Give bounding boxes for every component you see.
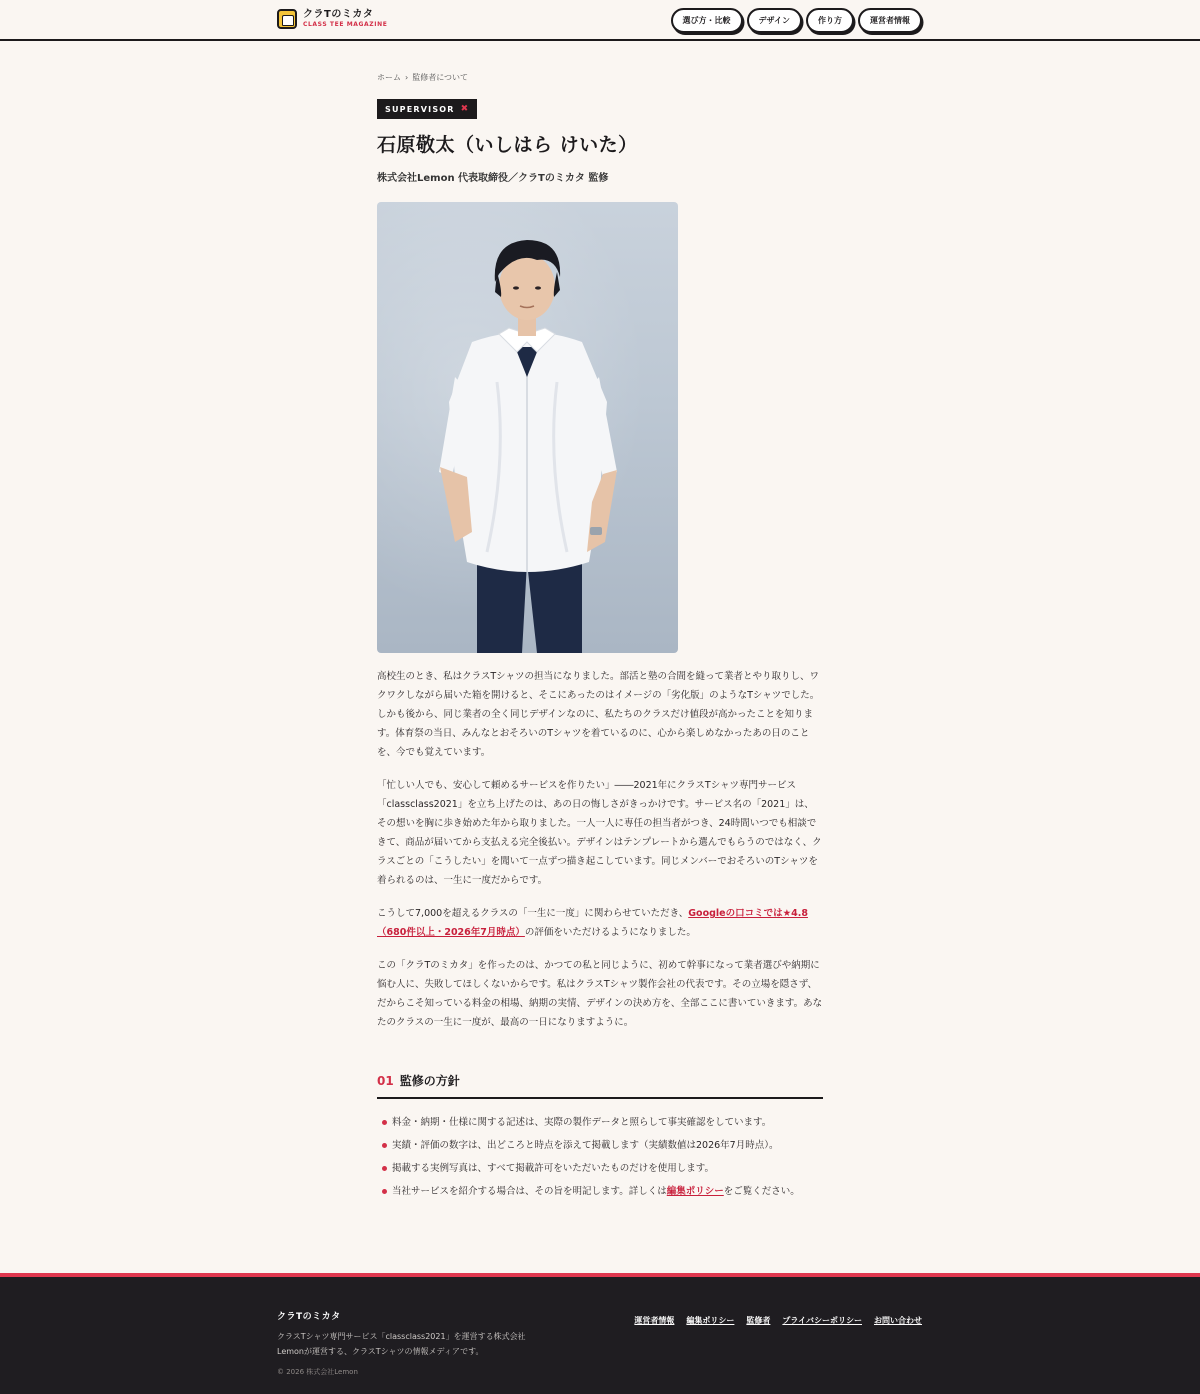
breadcrumb-home[interactable]: ホーム [377,72,401,82]
person-illustration [377,202,678,653]
list-item: 料金・納期・仕様に関する記述は、実際の製作データと照らして事実確認をしています。 [377,1111,823,1134]
nav-design[interactable]: デザイン [747,8,802,33]
footer-link-supervisor[interactable]: 監修者 [746,1316,771,1325]
footer-copyright: © 2026 株式会社Lemon [277,1368,358,1376]
story-paragraph-3 [377,904,823,942]
policy-list [377,1111,823,1203]
policy-section-heading [377,1072,823,1099]
list-item: 掲載する実例写真は、すべて掲載許可をいただいたものだけを使用します。 [377,1157,823,1180]
footer-link-privacy[interactable]: プライバシーポリシー [782,1316,862,1325]
section-number: 01 [377,1074,394,1088]
site-logo[interactable] [277,9,387,29]
logo-text [303,10,387,28]
footer-link-operator[interactable]: 運営者情報 [634,1316,675,1325]
nav-how-to-make[interactable]: 作り方 [806,8,854,33]
supervisor-badge [377,99,477,119]
footer-link-editorial-policy[interactable]: 編集ポリシー [686,1316,735,1325]
list-text-before: 当社サービスを紹介する場合は、その旨を明記します。詳しくは [392,1186,667,1197]
t-shirt-icon [277,9,297,29]
p3-text-before: こうして7,000を超えるクラスの「一生に一度」に関わらせていただき、 [377,908,689,919]
list-item [377,1180,823,1203]
logo-title: クラTのミカタ [303,9,374,20]
site-header [0,0,1200,41]
story-paragraph-4: この「クラTのミカタ」を作ったのは、かつての私と同じように、初めて幹事になって業者選びや納期に悩む人に、失敗してほしくないからです。私はクラスTシャツ製作会社の代表です。その立場を隠さず、だからこそ知っている料金の相場、納期の実情、デザインの決め方を、全部ここに書いていきます。あなたのクラスの一生に一度が、最高の一日になりますように。 [377,960,823,1028]
footer-nav [634,1315,922,1326]
breadcrumb [377,70,823,84]
footer-logo[interactable]: クラTのミカタ [277,1312,341,1322]
list-text-after: をご覧ください。 [723,1186,800,1197]
site-footer [0,1273,1200,1394]
logo-subtitle: CLASS TEE MAGAZINE [303,21,388,28]
footer-description: クラスTシャツ専門サービス「classclass2021」を運営する株式会社Lemonが運営する、クラスTシャツの情報メディアです。 [277,1332,526,1356]
main-nav [671,8,922,33]
story-paragraph-1: 高校生のとき、私はクラスTシャツの担当になりました。部活と塾の合間を縫って業者とやり取りし、ワクワクしながら届いた箱を開けると、そこにあったのはイメージの「劣化版」のようなTシャツでした。しかも後から、同じ業者の全く同じデザインなのに、私たちのクラスだけ値段が高かったことを知ります。体育祭の当日、みんなとおそろいのTシャツを着ているのに、心から楽しめなかったあの日のことを、今でも覚えています。 [377,671,820,758]
section-title: 監修の方針 [399,1074,460,1088]
breadcrumb-separator: › [405,72,409,82]
footer-link-contact[interactable]: お問い合わせ [874,1316,922,1325]
list-item: 実績・評価の数字は、出どころと時点を添えて掲載します（実績数値は2026年7月時点）。 [377,1134,823,1157]
editorial-policy-link[interactable]: 編集ポリシー [666,1186,724,1197]
google-reviews-link[interactable]: Googleの口コミでは★4.8（680件以上・2026年7月時点） [377,908,808,938]
supervisor-role: 株式会社Lemon 代表取締役／クラTのミカタ 監修 [377,173,609,184]
badge-label: SUPERVISOR [385,104,455,114]
main-content [377,70,823,1203]
nav-choose-compare[interactable]: 選び方・比較 [671,8,743,33]
breadcrumb-current: 監修者について [412,72,469,82]
story-paragraph-2: 「忙しい人でも、安心して頼めるサービスを作りたい」――2021年にクラスTシャツ専門サービス「classclass2021」を立ち上げたのは、あの日の悔しさがきっかけです。サービス名の「2021」は、その想いを胸に歩き始めた年から取りました。一人一人に専任の担当者がつき、24時間いつでも相談できて、商品が届いてから支払える完全後払い。デザインはテンプレートから選んでもらうのではなく、クラスごとの「こうしたい」を聞いて一点ずつ描き起こしています。同じメンバーでおそろいのTシャツを着られるのは、一生に一度だからです。 [377,780,822,886]
supervisor-photo [377,202,678,653]
nav-operator-info[interactable]: 運営者情報 [858,8,922,33]
badge-mark: ✖ [460,104,470,114]
page-title: 石原敬太（いしはら けいた） [377,134,638,156]
p3-text-after: の評価をいただけるようになりました。 [524,927,696,938]
